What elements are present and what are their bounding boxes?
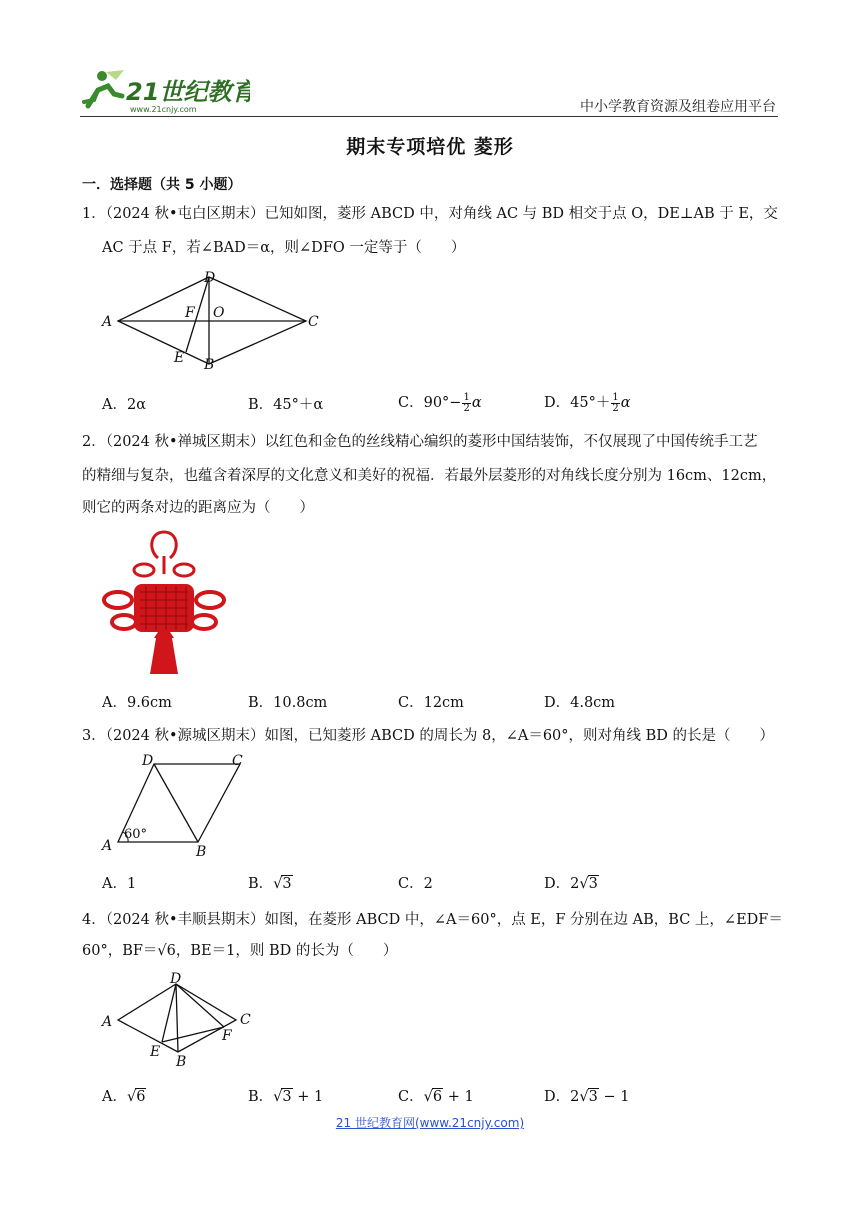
q2-option-d[interactable]: D．4.8cm bbox=[544, 695, 616, 711]
q4-rhombus-figure bbox=[100, 968, 260, 1070]
q1-label-c: C bbox=[308, 314, 319, 330]
q4-label-b: B bbox=[176, 1054, 187, 1070]
q1-label-o: O bbox=[213, 305, 225, 321]
q3-option-c[interactable]: C．2 bbox=[398, 876, 433, 892]
q1-label-d: D bbox=[204, 270, 216, 286]
q3-rhombus-figure bbox=[100, 750, 250, 860]
q4-line2: 60°，BF＝√6，BE＝1，则 BD 的长为（ ） bbox=[82, 943, 398, 959]
q4-option-a[interactable]: A．√6 bbox=[102, 1089, 146, 1105]
runner-logo-icon bbox=[80, 66, 250, 118]
q4-option-d[interactable]: D．2√3 − 1 bbox=[544, 1089, 630, 1105]
q2-line1: 2．（2024 秋•禅城区期末）以红色和金色的丝线精心编织的菱形中国结装饰，不仅展现了中国传统手工艺 bbox=[82, 434, 758, 450]
q2-option-a[interactable]: A．9.6cm bbox=[102, 695, 172, 711]
q3-option-d[interactable]: D．2√3 bbox=[544, 876, 598, 892]
q1-option-b[interactable]: B．45°＋α bbox=[248, 397, 324, 413]
q2-option-b[interactable]: B．10.8cm bbox=[248, 695, 328, 711]
q1-label-a: A bbox=[102, 314, 113, 330]
q3-label-c: C bbox=[232, 753, 243, 769]
q1-option-c-alpha: α bbox=[471, 395, 482, 411]
q4-label-a: A bbox=[102, 1014, 113, 1030]
q3-label-a: A bbox=[102, 838, 113, 854]
q4-label-e: E bbox=[150, 1044, 161, 1060]
q1-line2: AC 于点 F，若∠BAD＝α，则∠DFO 一定等于（ ） bbox=[102, 240, 466, 256]
q1-option-a[interactable]: A．2α bbox=[102, 397, 146, 413]
q1-label-e: E bbox=[174, 350, 185, 366]
q3-option-b[interactable]: B．√3 bbox=[248, 876, 292, 892]
q3-angle-label: 60° bbox=[124, 827, 148, 842]
q4-label-c: C bbox=[240, 1012, 251, 1028]
q4-option-c[interactable]: C．√6 + 1 bbox=[398, 1089, 474, 1105]
footer-link[interactable]: 21 世纪教育网(www.21cnjy.com) bbox=[335, 1116, 525, 1130]
half-fraction: $\frac{1}{2}$ bbox=[612, 391, 619, 414]
header-divider bbox=[80, 116, 778, 117]
q1-label-b: B bbox=[204, 357, 215, 373]
q4-label-f: F bbox=[222, 1028, 232, 1044]
chinese-knot-image bbox=[100, 528, 228, 676]
q3-option-a[interactable]: A．1 bbox=[102, 876, 137, 892]
page-title: 期末专项培优 菱形 bbox=[346, 136, 514, 158]
q1-option-d-alpha: α bbox=[620, 395, 631, 411]
q3-label-d: D bbox=[142, 753, 154, 769]
q4-option-b[interactable]: B．√3 + 1 bbox=[248, 1089, 324, 1105]
q4-line1: 4．（2024 秋•丰顺县期末）如图，在菱形 ABCD 中，∠A＝60°，点 E，F 分别在边 AB，BC 上，∠EDF＝ bbox=[82, 912, 783, 928]
q2-line2: 的精细与复杂，也蕴含着深厚的文化意义和美好的祝福．若最外层菱形的对角线长度分别为 16cm、12cm， bbox=[82, 468, 777, 484]
q3-line1: 3．（2024 秋•源城区期末）如图，已知菱形 ABCD 的周长为 8，∠A＝60°，则对角线 BD 的长是（ ） bbox=[82, 728, 775, 744]
site-logo bbox=[80, 66, 250, 118]
q1-option-d-text: D．45°＋ bbox=[544, 395, 611, 411]
q2-option-c[interactable]: C．12cm bbox=[398, 695, 464, 711]
q1-option-c[interactable] bbox=[398, 391, 482, 414]
q1-label-f: F bbox=[185, 305, 195, 321]
logo-url: www.21cnjy.com bbox=[130, 105, 197, 114]
q1-option-d[interactable] bbox=[544, 391, 631, 414]
q4-label-d: D bbox=[170, 971, 182, 987]
section-heading: 一．选择题（共 5 小题） bbox=[82, 177, 242, 193]
q1-rhombus-figure bbox=[100, 268, 330, 376]
header-platform-text: 中小学教育资源及组卷应用平台 bbox=[580, 99, 776, 115]
logo-text: 21世纪教育 bbox=[126, 78, 250, 106]
q1-option-c-text: C．90°− bbox=[398, 395, 462, 411]
q2-line3: 则它的两条对边的距离应为（ ） bbox=[82, 500, 314, 516]
q3-label-b: B bbox=[196, 844, 207, 860]
q1-line1: 1．（2024 秋•屯白区期末）已知如图，菱形 ABCD 中，对角线 AC 与 BD 相交于点 O，DE⊥AB 于 E，交 bbox=[82, 206, 778, 222]
half-fraction: $\frac{1}{2}$ bbox=[463, 391, 470, 414]
